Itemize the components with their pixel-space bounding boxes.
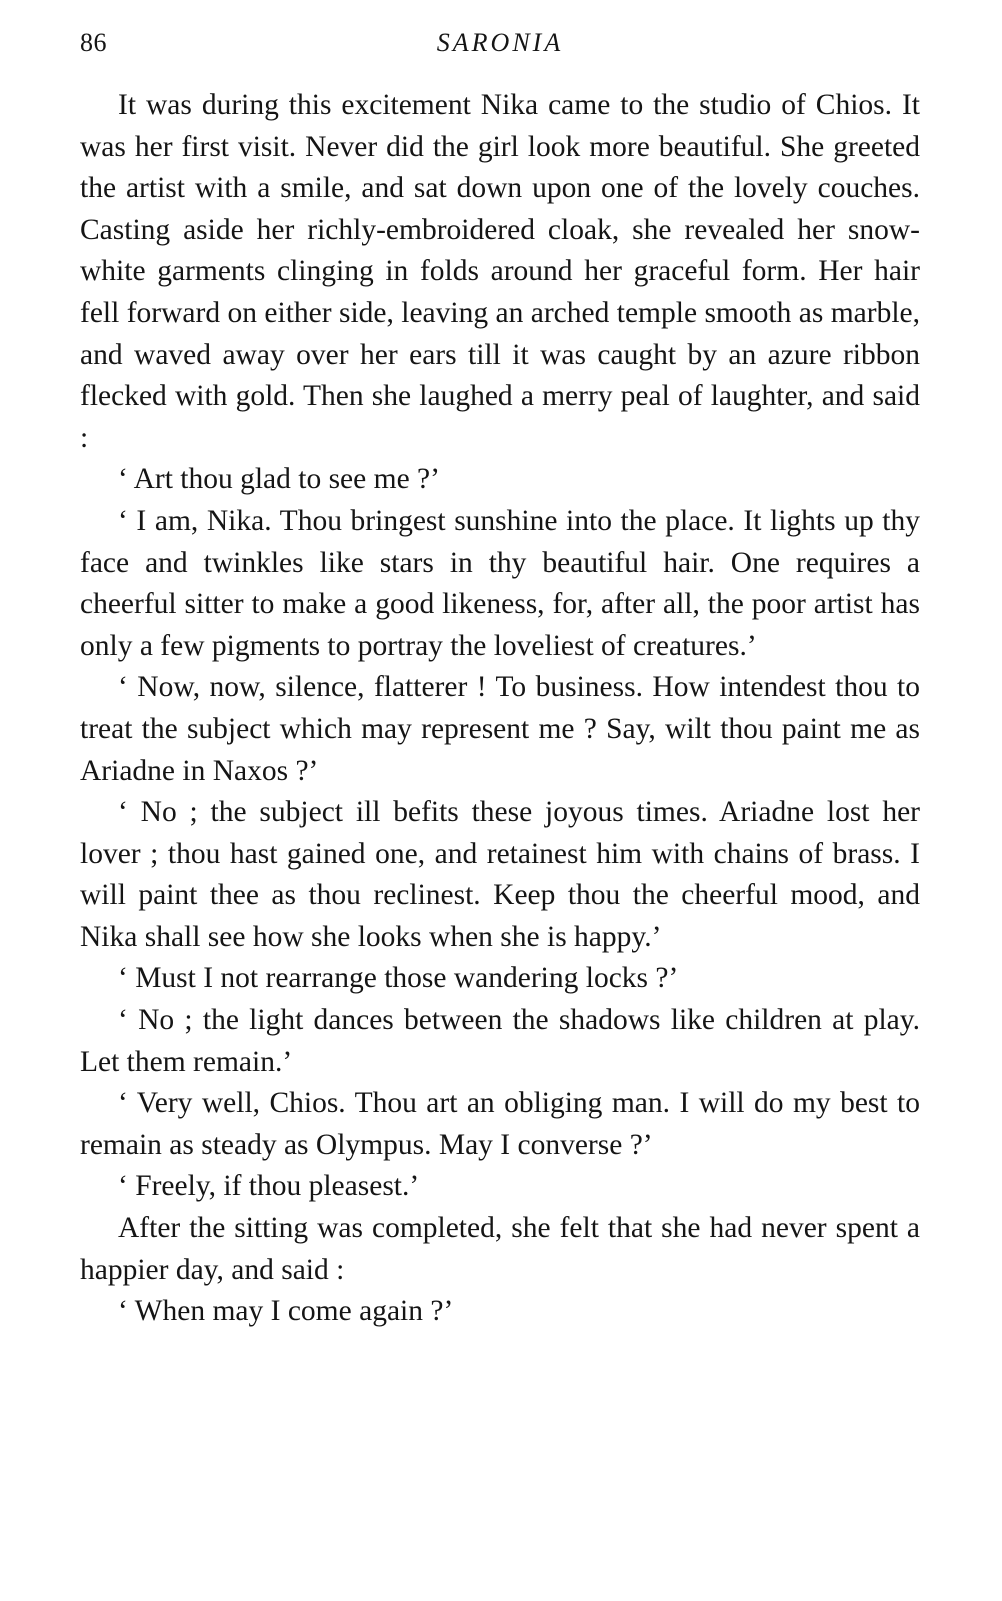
paragraph: ‘ Must I not rearrange those wandering locks ?’	[118, 962, 679, 995]
running-title: SARONIA	[436, 28, 564, 57]
paragraph: ‘ Art thou glad to see me ?’	[118, 463, 440, 496]
paragraph: ‘ Freely, if thou pleasest.’	[118, 1170, 420, 1203]
paragraph: ‘ Very well, Chios. Thou art an obliging man. I will do my best to remain as steady as Olympus. May I converse ?’	[80, 1087, 920, 1161]
paragraph: ‘ No ; the light dances between the shadows like children at play. Let them remain.’	[80, 1004, 920, 1078]
page-body	[80, 85, 920, 1333]
paragraph: ‘ Now, now, silence, flatterer ! To business. How intendest thou to treat the subject which may represent me ? Say, wilt thou paint me as Ariadne in Naxos ?’	[80, 671, 920, 787]
paragraph: ‘ When may I come again ?’	[118, 1295, 454, 1328]
page-header	[80, 24, 920, 64]
paragraph: It was during this excitement Nika came to the studio of Chios. It was her first visit. Never did the girl look more beautiful. She greeted the artist with a smile, and sat down upon one of the lovely couches. Casting aside her richly-embroidered cloak, she revealed her snow-white garments clinging in folds around her graceful form. Her hair fell forward on either side, leaving an arched temple smooth as marble, and waved away over her ears till it was caught by an azure ribbon flecked with gold. Then she laughed a merry peal of laughter, and said :	[80, 89, 920, 454]
paragraph: ‘ I am, Nika. Thou bringest sunshine into the place. It lights up thy face and twinkles like stars in thy beautiful hair. One requires a cheerful sitter to make a good likeness, for, after all, the poor artist has only a few pigments to portray the loveliest of creatures.’	[80, 504, 920, 662]
paragraph: ‘ No ; the subject ill befits these joyous times. Ariadne lost her lover ; thou hast gained one, and retainest him with chains of brass. I will paint thee as thou reclinest. Keep thou the cheerful mood, and Nika shall see how she looks when she is happy.’	[80, 796, 920, 953]
page-number: 86	[80, 28, 107, 57]
paragraph: After the sitting was completed, she felt that she had never spent a happier day, and said :	[80, 1212, 920, 1286]
